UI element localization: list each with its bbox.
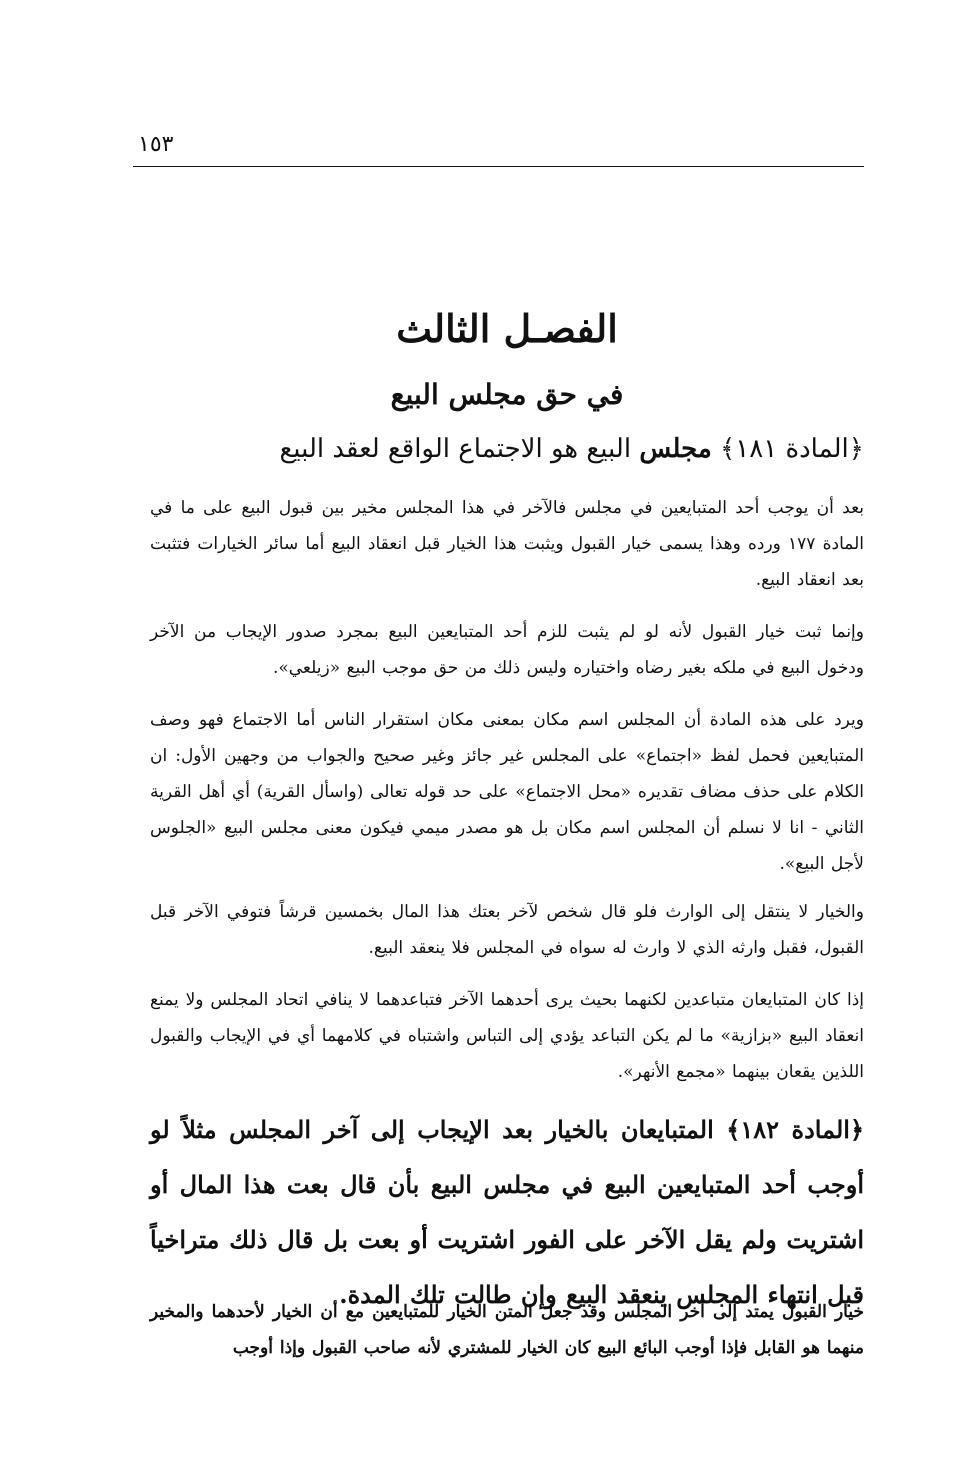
article-181-keyword: مجلس bbox=[639, 434, 712, 464]
page-number: ١٥٣ bbox=[138, 132, 174, 157]
article-181-label: ﴿المادة ١٨١﴾ bbox=[720, 434, 864, 464]
header-rule bbox=[133, 166, 864, 167]
paragraph-3: ويرد على هذه المادة أن المجلس اسم مكان بمعنى مكان استقرار الناس أما الاجتماع فهو وصف المتبايعين فحمل لفظ «اجتماع» على المجلس غير جائز وغير صحيح والجواب من وجهين الأول: ان الكلام على حذف مضاف تقديره «محل الاجتماع» على حد قوله تعالى (واسأل القرية) أي أهل القرية الثاني - انا لا نسلم أن المجلس اسم مكان بل هو مصدر ميمي فيكون معنى مجلس البيع «الجلوس لأجل البيع». bbox=[150, 710, 864, 874]
paragraph-4: والخيار لا ينتقل إلى الوارث فلو قال شخص لآخر بعتك هذا المال بخمسين قرشاً فتوفي الآخر قبل القبول، فقبل وارثه الذي لا وارث له سواه في المجلس فلا ينعقد البيع. bbox=[150, 902, 864, 958]
article-181-text: البيع هو الاجتماع الواقع لعقد البيع bbox=[279, 434, 632, 464]
article-182-label: ﴿المادة ١٨٢﴾ bbox=[726, 1115, 865, 1144]
paragraph-1: بعد أن يوجب أحد المتبايعين في مجلس فالآخر في هذا المجلس مخير بين قبول البيع على ما في المادة ١٧٧ ورده وهذا يسمى خيار القبول ويثبت هذا الخيار قبل انعقاد البيع أما سائر الخيارات فتثبت بعد انعقاد البيع. bbox=[150, 498, 864, 590]
paragraph-2: وإنما ثبت خيار القبول لأنه لو لم يثبت للزم أحد المتبايعين البيع بمجرد صدور الإيجاب من الآخر ودخول البيع في ملكه بغير رضاه واختياره وليس ذلك من حق موجب البيع «زيلعي». bbox=[150, 622, 864, 678]
chapter-title: الفصـل الثالث bbox=[396, 306, 618, 351]
final-paragraph: خيار القبول يمتد إلى آخر المجلس وقد جعل المتن الخيار للمتبايعين مع أن الخيار لأحدهما والمخير منهما هو القابل فإذا أوجب البائع البيع كان الخيار للمشتري لأنه صاحب القبول وإذا أوجب bbox=[150, 1302, 864, 1358]
article-182-paragraph bbox=[150, 1102, 864, 1322]
article-181-heading bbox=[150, 434, 864, 464]
section-title: في حق مجلس البيع bbox=[390, 378, 624, 411]
article-182-text: المتبايعان بالخيار بعد الإيجاب إلى آخر المجلس مثلاً لو أوجب أحد المتبايعين البيع في مجلس البيع بأن قال بعت هذا المال أو اشتريت ولم يقل الآخر على الفور اشتريت أو بعت بل قال ذلك متراخياً قبل انتهاء المجلس ينعقد البيع وإن طالت تلك المدة. bbox=[150, 1115, 864, 1309]
paragraph-5: إذا كان المتبايعان متباعدين لكنهما بحيث يرى أحدهما الآخر فتباعدهما لا ينافي اتحاد المجلس ولا يمنع انعقاد البيع «بزازية» ما لم يكن التباعد يؤدي إلى التباس واشتباه في كلامهما أي في الإيجاب والقبول اللذين يقعان بينهما «مجمع الأنهر». bbox=[150, 990, 864, 1082]
